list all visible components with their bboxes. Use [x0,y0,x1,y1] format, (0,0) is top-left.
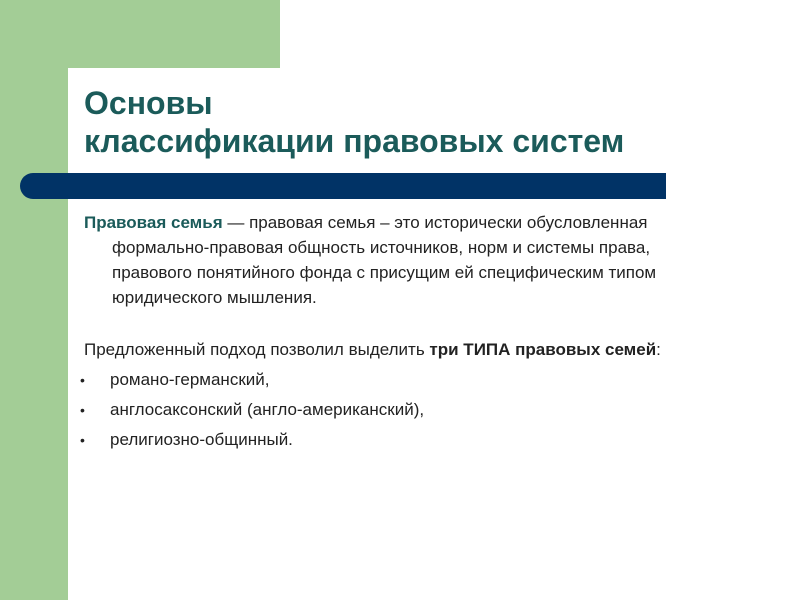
legal-family-types-list [80,365,704,455]
bullet-icon: • [80,372,85,388]
bullet-icon: • [80,402,85,418]
definition-text: — правовая семья – это исторически обусловленная формально-правовая общность источников, норм и системы права, правового понятийного фонда с присущим ей специфическим типом юридического мышления. [112,213,657,307]
list-item-text: романо-германский, [110,370,270,389]
list-item-text: англосаксонский (англо-американский), [110,400,425,419]
title-underline-bar [20,173,666,199]
list-item [80,395,704,425]
approach-lead: Предложенный подход позволил выделить [84,340,430,359]
approach-emphasis: три ТИПА правовых семей [429,340,657,359]
slide-title-line-1: Основы [84,85,213,121]
definition-term: Правовая семья [84,213,223,232]
approach-tail: : [656,340,661,359]
decorative-green-top-block [68,0,280,68]
slide-title [84,84,624,160]
slide-body [80,210,704,455]
approach-paragraph [84,337,704,362]
bullet-icon: • [80,432,85,448]
list-item [80,365,704,395]
list-item-text: религиозно-общинный. [110,430,293,449]
list-item [80,425,704,455]
slide-title-line-2: классификации правовых систем [84,123,625,159]
definition-paragraph [84,210,704,310]
decorative-green-sidebar [0,0,68,600]
